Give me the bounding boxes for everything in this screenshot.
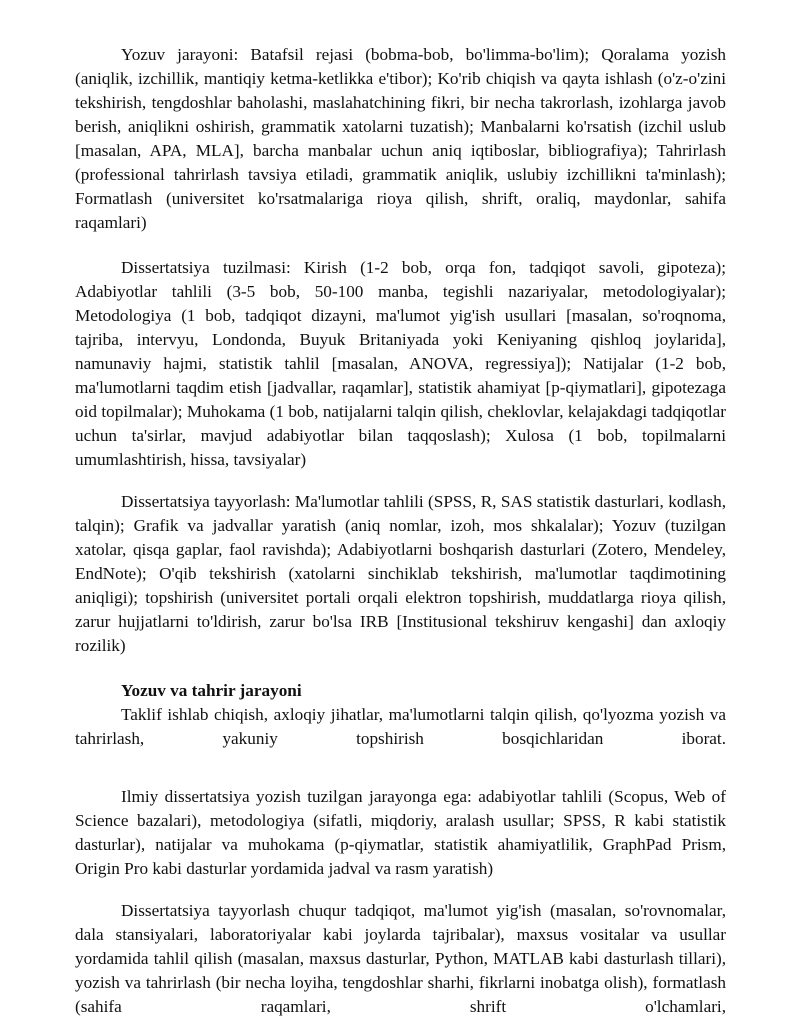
section-heading: Yozuv va tahrir jarayoni — [121, 681, 302, 700]
paragraph-dissertation-structure: Dissertatsiya tuzilmasi: Kirish (1-2 bob, orqa fon, tadqiqot savoli, gipoteza); Adabiyotlar tahlili (3-5 bob, 50-100 manba, tegishli nazariyalar, metodologiyalar); Metodologiya (1 bob, tadqiqot dizayni, ma'lumot yig'ish usullari [masalan, so'roqnoma, tajriba, intervyu, Londonda, Buyuk Britaniyada yoki Keniyaning qishloq joylarida], namunaviy hajmi, statistik tahlil [masalan, ANOVA, regressiya]); Natijalar (1-2 bob, ma'lumotlarni taqdim etish [jadvallar, raqamlar], statistik ahamiyat [p-qiymatlari], gipotezaga oid topilmalar); Muhokama (1 bob, natijalarni talqin qilish, cheklovlar, kelajakdagi tadqiqotlar uchun ta'sirlar, mavjud adabiyotlar bilan taqqoslash); Xulosa (1 bob, topilmalarni umumlashtirish, hissa, tavsiyalar) — [75, 258, 726, 469]
paragraph-scientific-dissertation: Ilmiy dissertatsiya yozish tuzilgan jarayonga ega: adabiyotlar tahlili (Scopus, Web of Science bazalari), metodologiya (sifatli, miqdoriy, aralash usullar; SPSS, R kabi statistik dasturlar), natijalar va muhokama (p-qiymatlar, statistik ahamiyatlilik, GraphPad Prism, Origin Pro kabi dasturlar yordamida jadval va rasm yaratish) — [75, 787, 726, 878]
paragraph-writing-process: Yozuv jarayoni: Batafsil rejasi (bobma-bob, bo'limma-bo'lim); Qoralama yozish (aniqlik, izchillik, mantiqiy ketma-ketlikka e'tibor); Ko'rib chiqish va qayta ishlash (o'z-o'zini tekshirish, tengdoshlar baholashi, maslahatchining fikri, bir necha takrorlash, izohlarga javob berish, aniqlikni oshirish, grammatik xatolarni tuzatish); Manbalarni ko'rsatish (izchil uslub [masalan, APA, MLA], barcha manbalar uchun aniq iqtiboslar, bibliografiya); Tahrirlash (professional tahrirlash tavsiya etiladi, grammatik aniqlik, uslubiy izchillikni ta'minlash); Formatlash (universitet ko'rsatmalariga rioya qilish, shrift, oraliq, maydonlar, sahifa raqamlari) — [75, 45, 726, 232]
paragraph-dissertation-research: Dissertatsiya tayyorlash chuqur tadqiqot, ma'lumot yig'ish (masalan, so'rovnomalar, dala stansiyalari, laboratoriyalar kabi joylarda tajribalar), maxsus vositalar va usullar yordamida tahlil qilish (masalan, maxsus dasturlar, Python, MATLAB kabi dasturlash tillari), yozish va tahrirlash (bir necha loyiha, tengdoshlar sharhi, fikrlarni inobatga olish), formatlash (sahifa raqamlari, shrift o'lchamlari, — [75, 901, 726, 1016]
paragraph-section-intro: Taklif ishlab chiqish, axloqiy jihatlar, ma'lumotlarni talqin qilish, qo'lyozma yozish va tahrirlash, yakuniy topshirish bosqichlaridan iborat. — [75, 705, 726, 748]
paragraph-dissertation-preparation: Dissertatsiya tayyorlash: Ma'lumotlar tahlili (SPSS, R, SAS statistik dasturlari, kodlash, talqin); Grafik va jadvallar yaratish (aniq nomlar, izoh, mos shkalalar); Yozuv (tuzilgan xatolar, qisqa gaplar, faol ravishda); Adabiyotlarni boshqarish dasturlari (Zotero, Mendeley, EndNote); O'qib tekshirish (xatolarni sinchiklab tekshirish, ma'lumotlar taqdimotining aniqligi); topshirish (universitet portali orqali elektron topshirish, muddatlarga rioya qilish, zarur hujjatlarni to'ldirish, zarur bo'lsa IRB [Institusional tekshiruv kengashi] dan axloqiy rozilik) — [75, 492, 726, 655]
